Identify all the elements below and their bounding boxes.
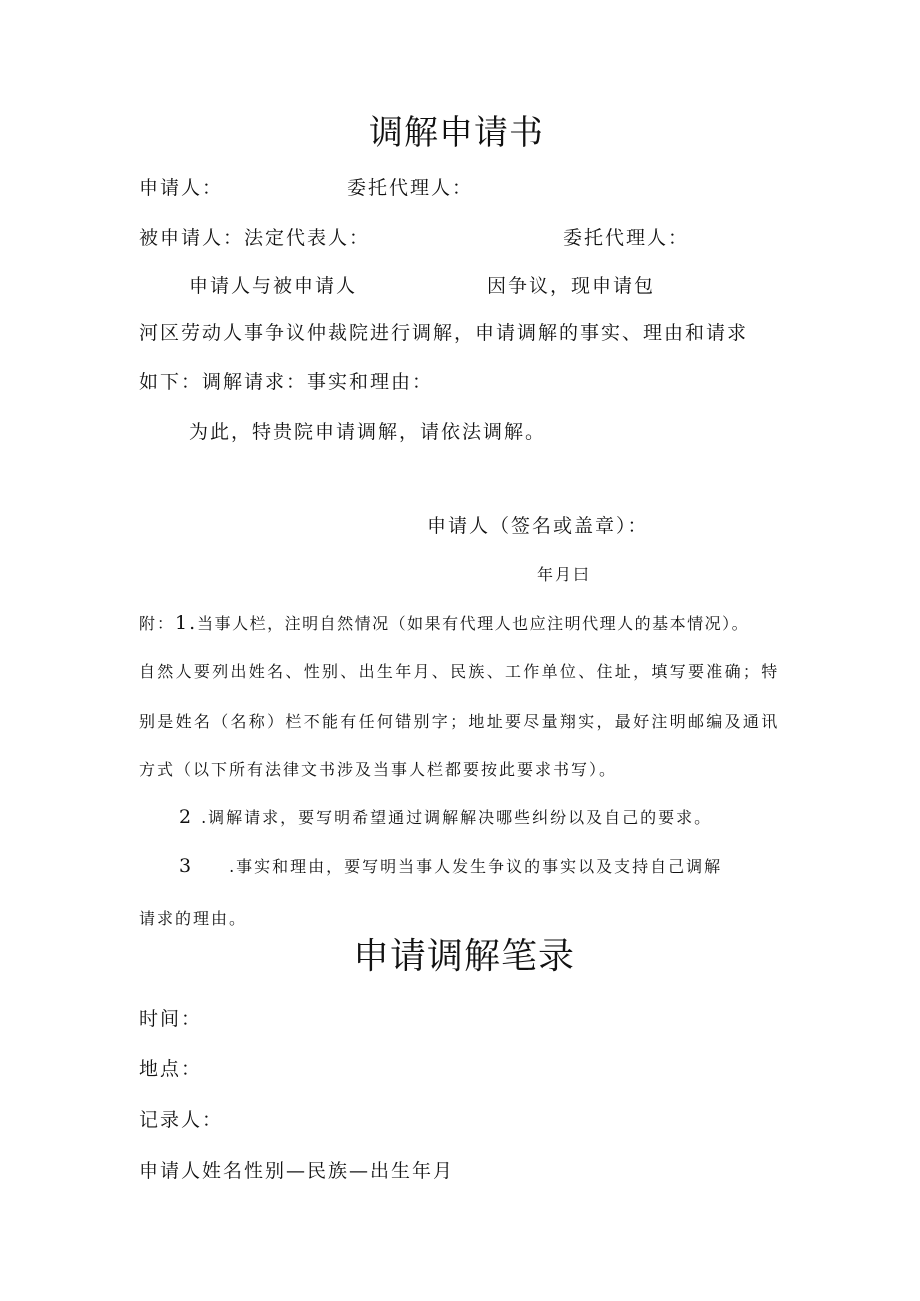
signature-line: 申请人（签名或盖章）：: [427, 515, 649, 537]
note-3-line-2: 请求的理由。: [139, 909, 248, 928]
note-3: [179, 857, 722, 876]
paragraph-1-part-2: 因争议，现申请包: [487, 275, 656, 297]
note-2: [179, 808, 712, 827]
note-3-number: 3: [179, 855, 194, 877]
note-1-text: 当事人栏，注明自然情况（如果有代理人也应注明代理人的基本情况）。: [197, 614, 750, 633]
note-3-text: .事实和理由，要写明当事人发生争议的事实以及支持自己调解: [229, 857, 723, 876]
field-applicant-info: 申请人姓名性别—民族—出生年月: [139, 1160, 455, 1182]
document-title: 调解申请书: [369, 113, 544, 153]
date-line: 年月曰: [537, 565, 592, 584]
note-1-number: 1.: [175, 612, 198, 634]
note-1-line-3: 别是姓名（名称）栏不能有任何错别字；地址要尽量翔实，最好注明邮编及通讯: [139, 712, 780, 731]
respondent-label: 被申请人：法定代表人：: [139, 227, 371, 249]
note-2-text: .调解请求，要写明希望通过调解解决哪些纠纷以及自己的要求。: [201, 808, 713, 827]
respondent-agent-label: 委托代理人：: [563, 227, 690, 249]
agent-label: 委托代理人：: [347, 177, 474, 199]
field-time: 时间：: [139, 1008, 203, 1030]
applicant-label: 申请人：: [139, 177, 224, 199]
note-1: [139, 614, 749, 633]
record-title: 申请调解笔录: [353, 936, 576, 977]
note-1-prefix: 附：: [139, 614, 176, 633]
paragraph-1-part-1: 申请人与被申请人: [189, 275, 358, 297]
note-1-line-2: 自然人要列出姓名、性别、出生年月、民族、工作单位、住址，填写要准确；特: [139, 662, 780, 681]
paragraph-2: 河区劳动人事争议仲裁院进行调解，申请调解的事实、理由和请求: [139, 322, 749, 344]
paragraph-4: 为此，特贵院申请调解，请依法调解。: [189, 421, 547, 443]
field-recorder: 记录人：: [139, 1109, 224, 1131]
field-place: 地点：: [139, 1058, 203, 1080]
paragraph-3: 如下：调解请求：事实和理由：: [139, 371, 434, 393]
note-1-line-4: 方式（以下所有法律文书涉及当事人栏都要按此要求书写）。: [139, 760, 618, 779]
note-2-number: 2: [179, 806, 194, 828]
